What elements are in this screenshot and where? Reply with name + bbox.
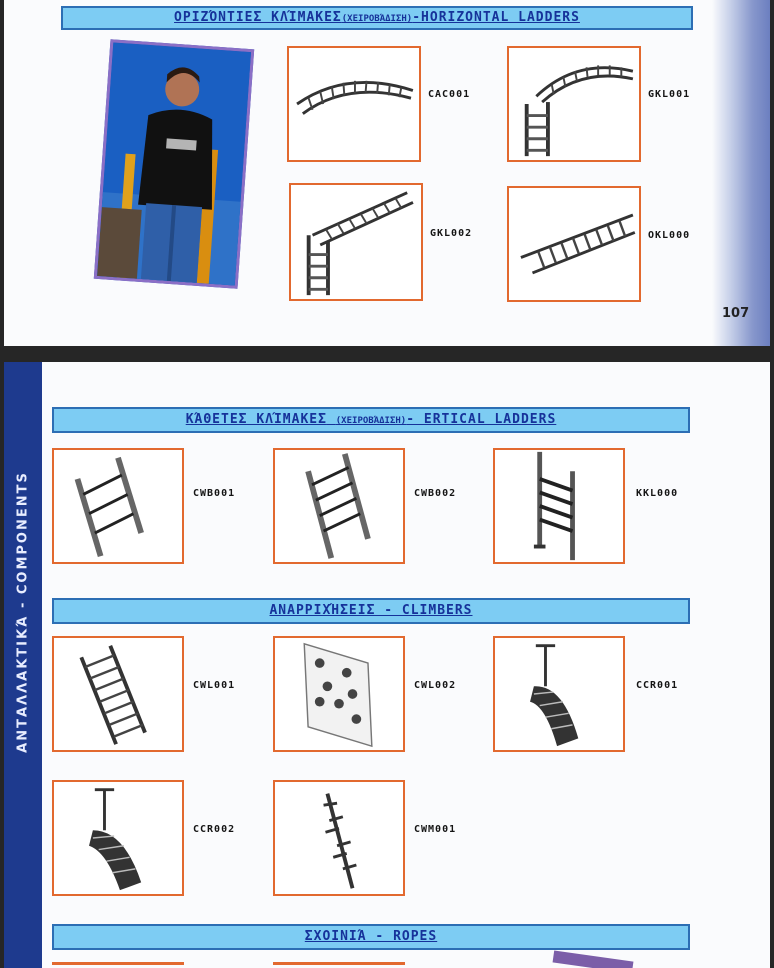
product-box-okl000[interactable]: [507, 186, 641, 302]
page-edge-gradient: [712, 0, 770, 346]
product-code: KKL000: [636, 488, 679, 499]
catalog-page-bottom: [4, 362, 770, 968]
components-side-strip: [4, 362, 42, 968]
cwl002-climbing-wall-drawing: [275, 638, 403, 750]
gkl001-ladder-drawing: [509, 48, 639, 160]
product-box-kkl000[interactable]: [493, 448, 625, 564]
ccr001-climber-drawing: [495, 638, 623, 750]
heading-greek-sub: (ΧΕΙΡΟΒΆΔΙΣΗ): [341, 14, 413, 24]
ccr002-climber-drawing: [54, 782, 182, 894]
curved-overhead-ladder-drawing: [289, 48, 419, 160]
cwm001-pole-drawing: [275, 782, 403, 894]
gkl002-ladder-drawing: [291, 185, 421, 299]
product-box-cwm001[interactable]: [273, 780, 405, 896]
product-box-cwb001[interactable]: [52, 448, 184, 564]
cwl001-ladder-drawing: [54, 638, 182, 750]
vertical-ladders-heading: [52, 407, 690, 433]
product-code: CWL002: [414, 680, 457, 691]
product-box-cac001[interactable]: [287, 46, 421, 162]
catalog-page-top: [4, 0, 770, 346]
heading-greek: ΚΆΘΕΤΕΣ ΚΛΊΜΑΚΕΣ: [185, 412, 327, 427]
product-box-gkl001[interactable]: [507, 46, 641, 162]
page-number: 107: [722, 306, 750, 321]
cwb002-ladder-drawing: [275, 450, 403, 562]
product-box-gkl002[interactable]: [289, 183, 423, 301]
product-box-cwl002[interactable]: [273, 636, 405, 752]
ropes-heading: [52, 924, 690, 950]
kkl000-ladder-drawing: [495, 450, 623, 562]
heading-text: ΣΧΟΙΝΙΆ - ROPES: [304, 929, 438, 944]
horizontal-ladders-heading: [61, 6, 693, 30]
heading-english: - ERTICAL LADDERS: [406, 412, 557, 427]
side-strip-label: ΑΝΤΑΛΛΑΚΤΙΚΆ - COMPONENTS: [15, 471, 31, 753]
product-box-cwl001[interactable]: [52, 636, 184, 752]
ropes-box-edge: [273, 962, 405, 968]
cwb001-ladder-drawing: [54, 450, 182, 562]
product-box-ccr001[interactable]: [493, 636, 625, 752]
heading-greek-sub: (ΧΕΙΡΟΒΆΔΙΣΗ): [335, 416, 407, 426]
child-on-ladder-photo: [94, 39, 254, 288]
product-code: CWB001: [193, 488, 236, 499]
product-code: CWM001: [414, 824, 457, 835]
product-code: GKL002: [430, 228, 473, 239]
product-code: CWL001: [193, 680, 236, 691]
product-code: OKL000: [648, 230, 691, 241]
photo-edge: [553, 950, 634, 968]
product-code: CWB002: [414, 488, 457, 499]
product-code: GKL001: [648, 89, 691, 100]
okl000-ladder-drawing: [509, 188, 639, 300]
product-box-cwb002[interactable]: [273, 448, 405, 564]
heading-text: ΑΝΑΡΡΙΧΉΣΕΙΣ - CLIMBERS: [269, 603, 473, 618]
climbers-heading: [52, 598, 690, 624]
product-code: CCR001: [636, 680, 679, 691]
heading-english: -HORIZONTAL LADDERS: [412, 10, 580, 25]
ropes-box-edge: [52, 962, 184, 968]
product-code: CAC001: [428, 89, 471, 100]
heading-greek: ΟΡΙΖΌΝΤΙΕΣ ΚΛΊΜΑΚΕΣ: [174, 10, 342, 25]
product-code: CCR002: [193, 824, 236, 835]
product-box-ccr002[interactable]: [52, 780, 184, 896]
